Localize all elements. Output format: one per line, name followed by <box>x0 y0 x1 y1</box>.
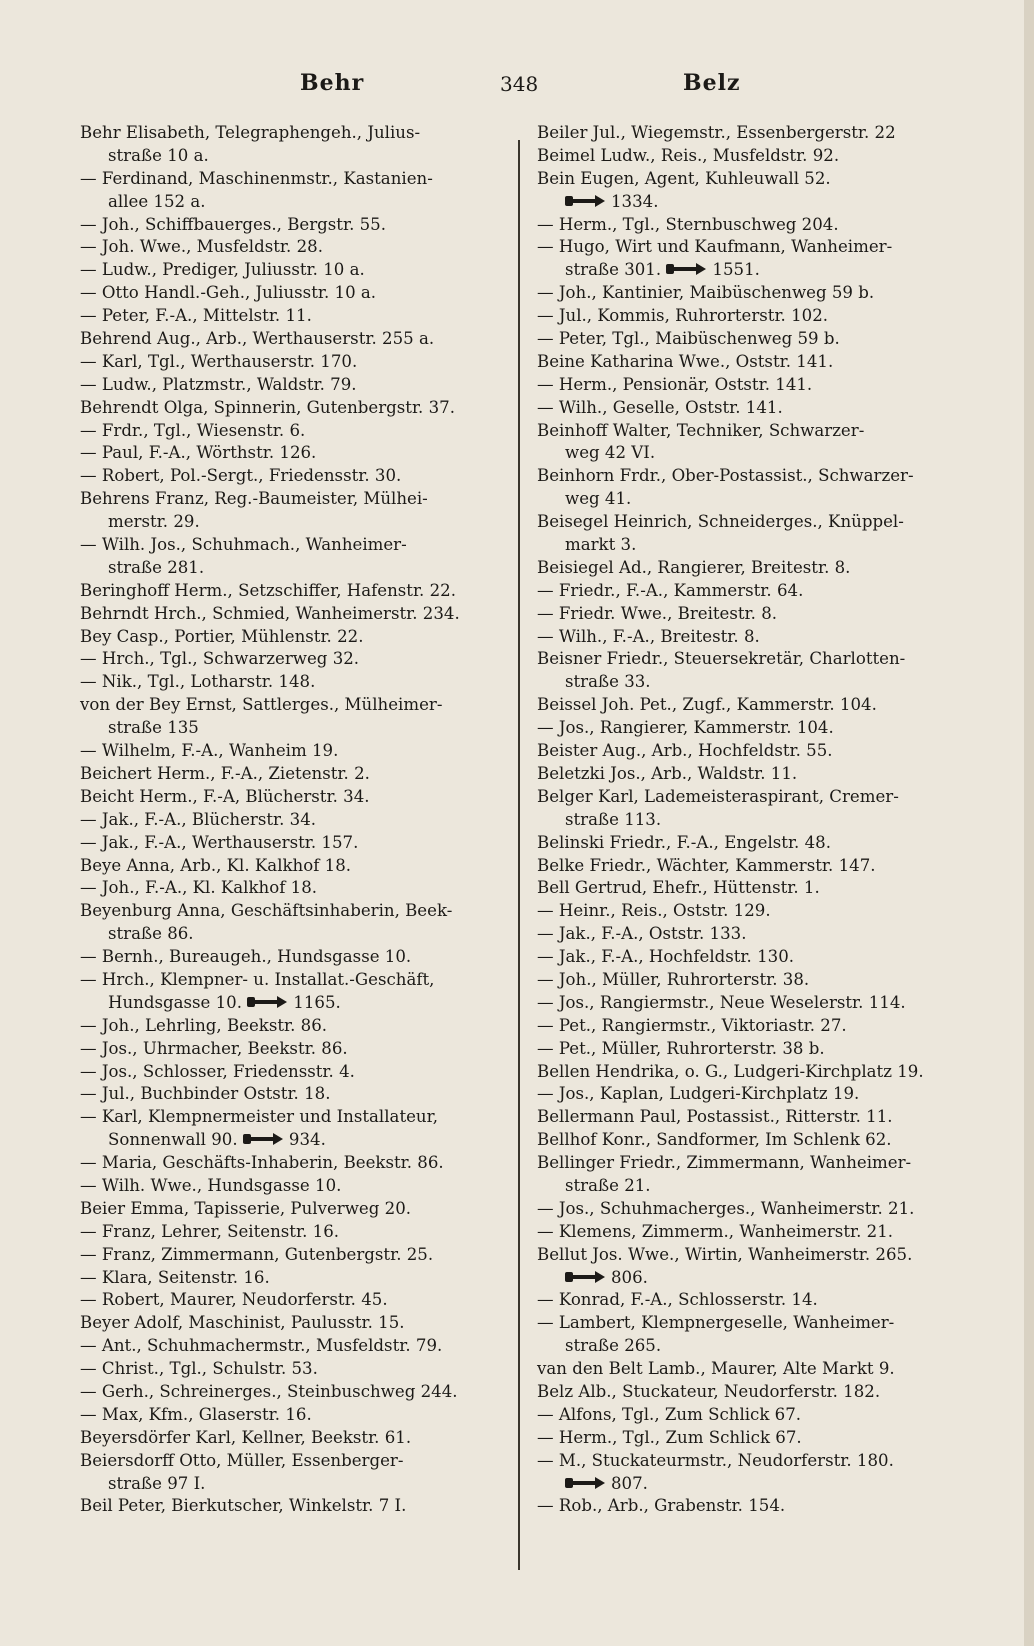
directory-line <box>80 1358 500 1381</box>
directory-line <box>537 1312 972 1335</box>
directory-line <box>537 900 972 923</box>
entry-text: — Frdr., Tgl., Wiesenstr. 6. <box>80 420 306 440</box>
directory-line <box>80 259 500 282</box>
entry-text: Belz Alb., Stuckateur, Neudorferstr. 182. <box>537 1381 881 1401</box>
directory-line <box>80 1221 500 1244</box>
entry-text: — Paul, F.-A., Wörthstr. 126. <box>80 443 317 463</box>
entry-text: Beissel Joh. Pet., Zugf., Kammerstr. 104. <box>537 695 877 715</box>
directory-line <box>537 488 972 511</box>
entry-text: markt 3. <box>565 535 637 555</box>
directory-line <box>80 740 500 763</box>
directory-line <box>537 1198 972 1221</box>
entry-text: — Franz, Zimmermann, Gutenbergstr. 25. <box>80 1244 434 1264</box>
directory-line <box>537 740 972 763</box>
entry-text: Beisner Friedr., Steuersekretär, Charlotten- <box>537 649 906 669</box>
directory-line <box>537 946 972 969</box>
entry-text: — Pet., Müller, Ruhrorterstr. 38 b. <box>537 1038 825 1058</box>
directory-line <box>80 603 500 626</box>
entry-text: Beier Emma, Tapisserie, Pulverweg 20. <box>80 1198 412 1218</box>
directory-line <box>80 1495 500 1518</box>
entry-text: straße 301. <box>565 260 662 280</box>
entry-text: Beyersdörfer Karl, Kellner, Beekstr. 61. <box>80 1427 412 1447</box>
entry-text: — Herm., Pensionär, Oststr. 141. <box>537 374 813 394</box>
directory-line <box>537 1358 972 1381</box>
entry-text: — Peter, F.-A., Mittelstr. 11. <box>80 306 312 326</box>
directory-line <box>80 1473 500 1496</box>
entry-text: — Jos., Kaplan, Ludgeri-Kirchplatz 19. <box>537 1084 860 1104</box>
directory-line <box>80 717 500 740</box>
entry-text: — Joh., Kantinier, Maibüschenweg 59 b. <box>537 283 875 303</box>
directory-line <box>537 603 972 626</box>
directory-line <box>537 1450 972 1473</box>
entry-text: — Jos., Schuhmacherges., Wanheimerstr. 21. <box>537 1198 915 1218</box>
directory-line <box>80 1244 500 1267</box>
directory-line <box>537 877 972 900</box>
entry-text: — Max, Kfm., Glaserstr. 16. <box>80 1404 312 1424</box>
entry-text: — Christ., Tgl., Schulstr. 53. <box>80 1359 318 1379</box>
entry-text: — M., Stuckateurmstr., Neudorferstr. 180. <box>537 1450 894 1470</box>
directory-line <box>537 1175 972 1198</box>
entry-text: Beisegel Heinrich, Schneiderges., Knüppel- <box>537 512 904 532</box>
directory-line <box>80 168 500 191</box>
entry-text: — Hrch., Tgl., Schwarzerweg 32. <box>80 649 360 669</box>
directory-line <box>80 465 500 488</box>
entry-text: Behrendt Olga, Spinnerin, Gutenbergstr. 37. <box>80 397 455 417</box>
entry-text: — Franz, Lehrer, Seitenstr. 16. <box>80 1221 340 1241</box>
entry-text: — Ferdinand, Maschinenmstr., Kastanien- <box>80 168 433 188</box>
directory-line <box>80 534 500 557</box>
entry-text: — Jos., Schlosser, Friedensstr. 4. <box>80 1061 355 1081</box>
entry-text: Behr Elisabeth, Telegraphengeh., Julius- <box>80 123 421 142</box>
entry-text: — Jul., Buchbinder Oststr. 18. <box>80 1084 331 1104</box>
directory-line <box>537 1061 972 1084</box>
entry-text: — Alfons, Tgl., Zum Schlick 67. <box>537 1404 802 1424</box>
directory-line <box>537 511 972 534</box>
directory-line <box>537 1427 972 1450</box>
entry-text: Beye Anna, Arb., Kl. Kalkhof 18. <box>80 855 352 875</box>
entry-text: Beinhorn Frdr., Ober-Postassist., Schwarzer- <box>537 466 914 486</box>
entry-text: — Maria, Geschäfts-Inhaberin, Beekstr. 86. <box>80 1153 444 1173</box>
entry-text: Bellinger Friedr., Zimmermann, Wanheimer- <box>537 1153 912 1173</box>
entry-text: — Wilh., F.-A., Breitestr. 8. <box>537 626 760 646</box>
entry-text: — Pet., Rangiermstr., Viktoriastr. 27. <box>537 1015 847 1035</box>
entry-text: von der Bey Ernst, Sattlerges., Mülheimer- <box>80 695 443 715</box>
directory-line <box>80 855 500 878</box>
telephone-number: 934. <box>288 1130 326 1150</box>
entry-text: — Friedr. Wwe., Breitestr. 8. <box>537 603 778 623</box>
entry-text: Bellhof Konr., Sandformer, Im Schlenk 62. <box>537 1130 892 1150</box>
entry-text: — Robert, Maurer, Neudorferstr. 45. <box>80 1290 388 1310</box>
entry-text: — Gerh., Schreinerges., Steinbuschweg 244. <box>80 1381 458 1401</box>
entry-text: — Herm., Tgl., Sternbuschweg 204. <box>537 214 839 234</box>
telephone-number: 1551. <box>712 260 760 280</box>
directory-line <box>80 1106 500 1129</box>
directory-line <box>80 992 500 1015</box>
directory-line <box>80 351 500 374</box>
directory-line <box>537 992 972 1015</box>
entry-text: — Hugo, Wirt und Kaufmann, Wanheimer- <box>537 237 893 257</box>
directory-line <box>537 809 972 832</box>
directory-line <box>537 855 972 878</box>
entry-text: — Jos., Rangierer, Kammerstr. 104. <box>537 718 834 738</box>
directory-line <box>80 900 500 923</box>
directory-line <box>80 580 500 603</box>
entry-text: straße 265. <box>565 1336 662 1356</box>
entry-text: Beyer Adolf, Maschinist, Paulusstr. 15. <box>80 1313 405 1333</box>
directory-line <box>80 969 500 992</box>
entry-text: straße 10 a. <box>108 145 209 165</box>
entry-text: Bein Eugen, Agent, Kuhleuwall 52. <box>537 168 831 188</box>
entry-text: Hundsgasse 10. <box>108 992 243 1012</box>
directory-line <box>80 1038 500 1061</box>
entry-text: Bey Casp., Portier, Mühlenstr. 22. <box>80 626 364 646</box>
directory-line <box>537 420 972 443</box>
entry-text: Beringhoff Herm., Setzschiffer, Hafenstr. 22. <box>80 580 456 600</box>
directory-line <box>537 1152 972 1175</box>
entry-text: — Klara, Seitenstr. 16. <box>80 1267 270 1287</box>
telephone-icon <box>565 1270 605 1284</box>
directory-line <box>537 397 972 420</box>
telephone-icon <box>565 194 605 208</box>
directory-line <box>537 214 972 237</box>
directory-line <box>537 236 972 259</box>
entry-text: Belke Friedr., Wächter, Kammerstr. 147. <box>537 855 876 875</box>
directory-line <box>537 1473 972 1496</box>
directory-line <box>537 145 972 168</box>
directory-line <box>537 1495 972 1518</box>
entry-text: — Wilh., Geselle, Oststr. 141. <box>537 397 783 417</box>
directory-line <box>537 557 972 580</box>
directory-line <box>537 1404 972 1427</box>
entry-text: — Joh., Schiffbauerges., Bergstr. 55. <box>80 214 387 234</box>
entry-text: straße 33. <box>565 672 651 692</box>
header-right-keyword: Belz <box>683 70 741 96</box>
entry-text: — Jak., F.-A., Oststr. 133. <box>537 924 747 944</box>
directory-line <box>80 923 500 946</box>
entry-text: — Jos., Rangiermstr., Neue Weselerstr. 114. <box>537 992 906 1012</box>
directory-line <box>537 717 972 740</box>
entry-text: allee 152 a. <box>108 191 206 211</box>
directory-line <box>537 168 972 191</box>
directory-line <box>537 1038 972 1061</box>
column-divider <box>518 140 520 1570</box>
entry-text: — Konrad, F.-A., Schlosserstr. 14. <box>537 1290 818 1310</box>
entry-text: straße 21. <box>565 1175 651 1195</box>
entry-text: — Ludw., Platzmstr., Waldstr. 79. <box>80 374 357 394</box>
entry-text: van den Belt Lamb., Maurer, Alte Markt 9. <box>537 1359 895 1379</box>
entry-text: Beister Aug., Arb., Hochfeldstr. 55. <box>537 741 833 761</box>
entry-text: Behrend Aug., Arb., Werthauserstr. 255 a. <box>80 329 435 349</box>
directory-line <box>80 1312 500 1335</box>
directory-line <box>537 1244 972 1267</box>
page-number: 348 <box>500 72 539 96</box>
directory-line <box>80 1335 500 1358</box>
entry-text: Beisiegel Ad., Rangierer, Breitestr. 8. <box>537 557 851 577</box>
entry-text: Beletzki Jos., Arb., Waldstr. 11. <box>537 763 798 783</box>
entry-text: Belinski Friedr., F.-A., Engelstr. 48. <box>537 832 831 852</box>
entry-text: Sonnenwall 90. <box>108 1130 238 1150</box>
telephone-number: 1165. <box>293 992 341 1012</box>
entry-text: — Wilh. Jos., Schuhmach., Wanheimer- <box>80 535 407 555</box>
directory-line <box>537 648 972 671</box>
header-left-keyword: Behr <box>300 70 365 96</box>
directory-line <box>80 374 500 397</box>
directory-line <box>80 832 500 855</box>
telephone-number: 806. <box>611 1267 648 1287</box>
right-column <box>537 122 972 1518</box>
directory-line <box>537 1335 972 1358</box>
directory-line <box>80 946 500 969</box>
telephone-icon <box>666 262 706 276</box>
directory-line <box>80 1015 500 1038</box>
directory-line <box>537 1106 972 1129</box>
telephone-number: 1334. <box>611 191 659 211</box>
entry-text: — Joh., Müller, Ruhrorterstr. 38. <box>537 969 810 989</box>
directory-line <box>80 1152 500 1175</box>
directory-line <box>80 397 500 420</box>
directory-line <box>537 122 972 145</box>
entry-text: — Karl, Klempnermeister und Installateur, <box>80 1107 438 1127</box>
entry-text: — Joh. Wwe., Musfeldstr. 28. <box>80 237 323 257</box>
directory-line <box>537 328 972 351</box>
directory-line <box>80 1450 500 1473</box>
directory-line <box>80 511 500 534</box>
directory-line <box>537 534 972 557</box>
entry-text: Beimel Ludw., Reis., Musfeldstr. 92. <box>537 145 840 165</box>
entry-text: — Bernh., Bureaugeh., Hundsgasse 10. <box>80 947 412 967</box>
directory-line <box>80 694 500 717</box>
directory-line <box>80 145 500 168</box>
entry-text: — Rob., Arb., Grabenstr. 154. <box>537 1496 786 1516</box>
directory-line <box>537 1381 972 1404</box>
directory-line <box>537 374 972 397</box>
entry-text: — Jos., Uhrmacher, Beekstr. 86. <box>80 1038 348 1058</box>
directory-line <box>537 259 972 282</box>
telephone-icon <box>247 995 287 1009</box>
directory-line <box>80 191 500 214</box>
entry-text: weg 41. <box>565 489 632 509</box>
left-column <box>80 122 500 1518</box>
directory-line <box>80 282 500 305</box>
directory-line <box>80 626 500 649</box>
telephone-number: 807. <box>611 1473 648 1493</box>
telephone-icon <box>565 1476 605 1490</box>
entry-text: — Otto Handl.-Geh., Juliusstr. 10 a. <box>80 283 377 303</box>
directory-line <box>537 580 972 603</box>
entry-text: — Wilh. Wwe., Hundsgasse 10. <box>80 1175 342 1195</box>
directory-line <box>80 214 500 237</box>
entry-text: Beichert Herm., F.-A., Zietenstr. 2. <box>80 763 370 783</box>
entry-text: Beicht Herm., F.-A, Blücherstr. 34. <box>80 786 370 806</box>
directory-line <box>537 832 972 855</box>
directory-line <box>537 351 972 374</box>
directory-line <box>80 557 500 580</box>
directory-line <box>80 648 500 671</box>
entry-text: Beiersdorff Otto, Müller, Essenberger- <box>80 1450 404 1470</box>
directory-line <box>80 1129 500 1152</box>
directory-line <box>537 671 972 694</box>
entry-text: — Nik., Tgl., Lotharstr. 148. <box>80 672 316 692</box>
entry-text: Beil Peter, Bierkutscher, Winkelstr. 7 I. <box>80 1496 407 1516</box>
entry-text: — Klemens, Zimmerm., Wanheimerstr. 21. <box>537 1221 894 1241</box>
directory-line <box>80 236 500 259</box>
entry-text: — Herm., Tgl., Zum Schlick 67. <box>537 1427 802 1447</box>
directory-line <box>537 465 972 488</box>
directory-line <box>80 1198 500 1221</box>
entry-text: — Jak., F.-A., Blücherstr. 34. <box>80 809 317 829</box>
directory-line <box>80 763 500 786</box>
entry-text: — Lambert, Klempnergeselle, Wanheimer- <box>537 1313 895 1333</box>
entry-text: straße 281. <box>108 557 205 577</box>
directory-line <box>537 786 972 809</box>
entry-text: — Joh., F.-A., Kl. Kalkhof 18. <box>80 878 318 898</box>
entry-text: Bellen Hendrika, o. G., Ludgeri-Kirchplatz 19. <box>537 1061 924 1081</box>
directory-line <box>537 923 972 946</box>
directory-line <box>80 1267 500 1290</box>
entry-text: Belger Karl, Lademeisteraspirant, Cremer- <box>537 786 899 806</box>
directory-line <box>80 1289 500 1312</box>
entry-text: — Heinr., Reis., Oststr. 129. <box>537 901 771 921</box>
entry-text: Bellermann Paul, Postassist., Ritterstr. 11. <box>537 1107 893 1127</box>
entry-text: weg 42 VI. <box>565 443 656 463</box>
directory-line <box>80 809 500 832</box>
directory-line <box>537 442 972 465</box>
directory-line <box>80 328 500 351</box>
entry-text: Bellut Jos. Wwe., Wirtin, Wanheimerstr. 265. <box>537 1244 913 1264</box>
directory-line <box>537 1289 972 1312</box>
entry-text: — Joh., Lehrling, Beekstr. 86. <box>80 1015 328 1035</box>
entry-text: — Robert, Pol.-Sergt., Friedensstr. 30. <box>80 466 402 486</box>
directory-line <box>537 1015 972 1038</box>
directory-line <box>537 305 972 328</box>
directory-line <box>537 1083 972 1106</box>
directory-line <box>537 282 972 305</box>
directory-line <box>80 442 500 465</box>
entry-text: straße 86. <box>108 924 194 944</box>
directory-line <box>80 305 500 328</box>
directory-line <box>537 1129 972 1152</box>
directory-line <box>80 1381 500 1404</box>
entry-text: straße 97 I. <box>108 1473 206 1493</box>
directory-line <box>537 626 972 649</box>
entry-text: — Friedr., F.-A., Kammerstr. 64. <box>537 580 804 600</box>
directory-line <box>537 191 972 214</box>
entry-text: Bell Gertrud, Ehefr., Hüttenstr. 1. <box>537 878 820 898</box>
directory-line <box>537 1221 972 1244</box>
directory-line <box>80 420 500 443</box>
directory-line <box>80 122 500 145</box>
directory-line <box>80 786 500 809</box>
entry-text: Behrndt Hrch., Schmied, Wanheimerstr. 234. <box>80 603 460 623</box>
page-header <box>0 70 1034 110</box>
entry-text: straße 135 <box>108 718 199 738</box>
entry-text: — Jak., F.-A., Werthauserstr. 157. <box>80 832 359 852</box>
telephone-icon <box>243 1132 283 1146</box>
entry-text: — Ant., Schuhmachermstr., Musfeldstr. 79. <box>80 1336 443 1356</box>
entry-text: — Karl, Tgl., Werthauserstr. 170. <box>80 351 358 371</box>
entry-text: Beinhoff Walter, Techniker, Schwarzer- <box>537 420 865 440</box>
directory-line <box>80 488 500 511</box>
directory-line <box>80 1404 500 1427</box>
directory-line <box>80 671 500 694</box>
entry-text: Beine Katharina Wwe., Oststr. 141. <box>537 351 834 371</box>
entry-text: Behrens Franz, Reg.-Baumeister, Mülhei- <box>80 489 428 509</box>
directory-line <box>537 1267 972 1290</box>
directory-line <box>537 969 972 992</box>
entry-text: — Ludw., Prediger, Juliusstr. 10 a. <box>80 260 365 280</box>
directory-line <box>80 1083 500 1106</box>
entry-text: Beiler Jul., Wiegemstr., Essenbergerstr. 22 <box>537 123 896 142</box>
directory-line <box>80 1175 500 1198</box>
directory-line <box>537 694 972 717</box>
directory-line <box>537 763 972 786</box>
directory-line <box>80 877 500 900</box>
directory-line <box>80 1061 500 1084</box>
entry-text: — Jul., Kommis, Ruhrorterstr. 102. <box>537 306 829 326</box>
entry-text: — Wilhelm, F.-A., Wanheim 19. <box>80 741 339 761</box>
directory-line <box>80 1427 500 1450</box>
entry-text: merstr. 29. <box>108 512 200 532</box>
page-edge <box>1024 0 1034 1646</box>
entry-text: — Peter, Tgl., Maibüschenweg 59 b. <box>537 329 840 349</box>
entry-text: — Hrch., Klempner- u. Installat.-Geschäft, <box>80 969 435 989</box>
entry-text: — Jak., F.-A., Hochfeldstr. 130. <box>537 947 795 967</box>
entry-text: Beyenburg Anna, Geschäftsinhaberin, Beek- <box>80 901 453 921</box>
entry-text: straße 113. <box>565 809 662 829</box>
